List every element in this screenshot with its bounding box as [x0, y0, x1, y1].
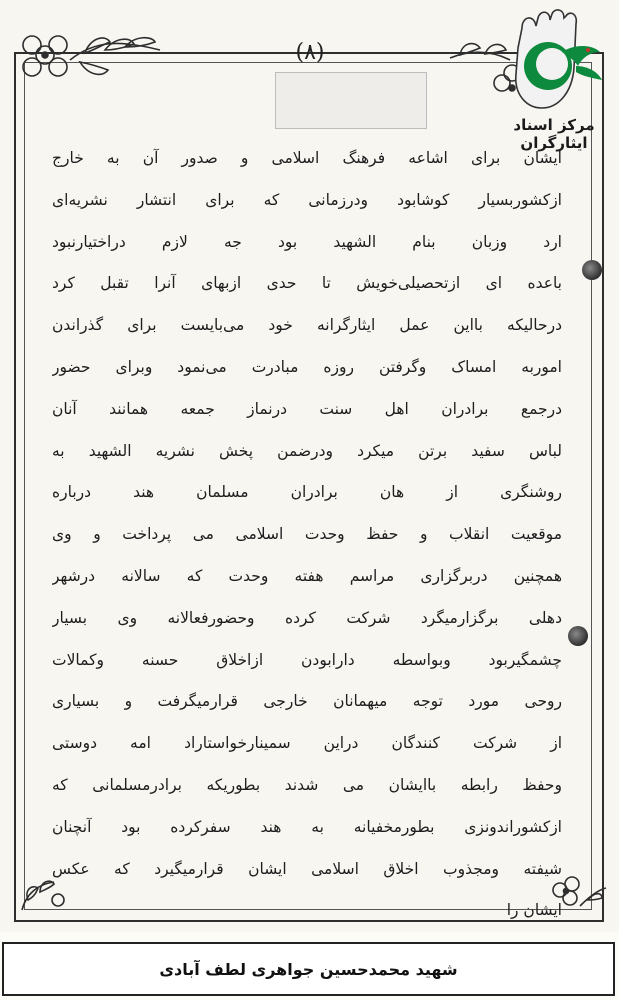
text-line: درحالیکه بااین عمل ایثارگرانه خود می‌بایست برای گذراندن [52, 316, 562, 335]
martyr-name-caption: شهید محمدحسین جواهری لطف آبادی [159, 959, 458, 979]
faded-stamp [275, 72, 427, 129]
text-line: وحفظ رابطه باایشان می شدند بطوریکه برادرمسلمانی که [52, 775, 562, 794]
text-line: ایشان برای اشاعه فرهنگ اسلامی و صدور آن به خارج [52, 149, 562, 167]
text-line: ازکشوراندونزی بطورمخفیانه به هند سفرکرده بود آنچنان [52, 817, 562, 836]
caption-box [2, 942, 615, 996]
text-line: چشمگیربود وبواسطه دارابودن ازاخلاق حسنه وکمالات [52, 650, 562, 669]
binder-hole-upper [582, 260, 602, 280]
floral-ornament-top-left [10, 20, 180, 100]
text-line: باعده ای ازتحصیلی‌خویش‌ تا حدی ازبهای آنرا تقبل کرد [52, 274, 562, 293]
text-line: موقعیت انقلاب و حفظ وحدت اسلامی می پرداخت و وی [52, 525, 562, 544]
archive-logo [492, 8, 616, 152]
text-line: روحی مورد توجه میهمانان خارجی قرارمیگرفت و بسیاری [52, 692, 562, 711]
text-line: لباس سفید برتن میکرد ودرضمن پخش نشریه الشهید به [52, 441, 562, 460]
text-line: ارد وزبان بنام الشهید بود جه لازم دراختیارنبود [52, 232, 562, 251]
floral-ornament-bottom-right [540, 866, 610, 922]
floral-ornament-bottom-left [14, 870, 74, 920]
logo-caption: مرکز اسناد ایثارگران [513, 116, 595, 152]
text-line: روشنگری از هان برادران مسلمان هند درباره [52, 483, 562, 502]
text-line: ازکشوربسیار کوشابود ودرزمانی که برای انتشار نشریه‌ای [52, 190, 562, 209]
text-line: درجمع برادران اهل سنت درنماز جمعه همانند آنان [52, 399, 562, 418]
page-number: (٨) [295, 40, 325, 65]
text-line: از شرکت کنندگان دراین سمینارخواستاراد امه دوستی [52, 734, 562, 753]
handwritten-body-text [52, 138, 562, 932]
binder-hole-lower [568, 626, 588, 646]
text-line: همچنین دربرگزاری مراسم هفته وحدت که سالانه درشهر [52, 566, 562, 585]
text-line: شیفته ومجذوب اخلاق اسلامی ایشان قرارمیگیرد که عکس [52, 859, 562, 878]
text-line: دهلی برگزارمیگرد شرکت کرده وحضورفعالانه وی بسیار [52, 608, 562, 627]
text-line: ایشان را [506, 901, 562, 920]
hand-dove-emblem-icon [492, 8, 616, 116]
text-line: اموربه امساک وگرفتن روزه مبادرت می‌نمود وبرای حضور [52, 357, 562, 376]
